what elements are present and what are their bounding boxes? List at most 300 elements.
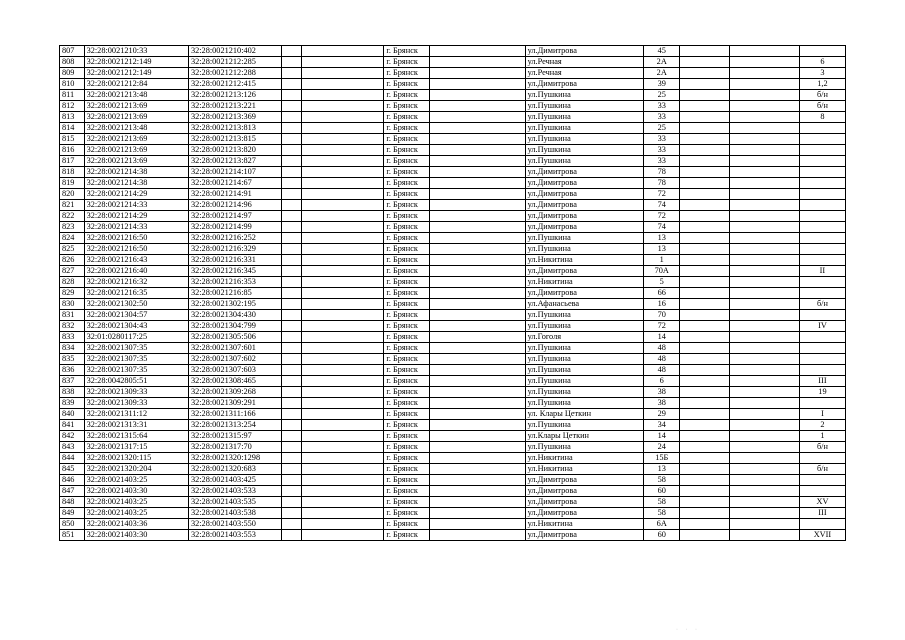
row-number: 851 [60,530,85,541]
house-number: 39 [644,79,680,90]
table-row [60,79,846,90]
premises-number: I [799,409,845,420]
empty-cell [430,530,525,541]
object-cadastral-number: 32:28:0021213:369 [188,112,281,123]
table-row [60,420,846,431]
house-number: 6 [644,376,680,387]
row-number: 828 [60,277,85,288]
land-cadastral-number: 32:28:0021403:25 [84,497,188,508]
empty-cell [680,222,730,233]
street: ул.Димитрова [525,497,644,508]
city: г. Брянск [384,46,430,57]
row-number: 830 [60,299,85,310]
empty-cell [282,453,301,464]
city: г. Брянск [384,519,430,530]
premises-number [799,145,845,156]
empty-cell [730,398,800,409]
empty-cell [730,211,800,222]
empty-cell [680,277,730,288]
object-cadastral-number: 32:28:0021216:85 [188,288,281,299]
table-row [60,255,846,266]
empty-cell [430,442,525,453]
empty-cell [430,244,525,255]
premises-number: III [799,508,845,519]
empty-cell [282,475,301,486]
row-number: 841 [60,420,85,431]
street: ул.Пушкина [525,365,644,376]
table-row [60,486,846,497]
land-cadastral-number: 32:28:0021214:33 [84,200,188,211]
premises-number: XVII [799,530,845,541]
empty-cell [430,420,525,431]
empty-cell [301,244,384,255]
empty-cell [301,233,384,244]
empty-cell [301,255,384,266]
table-row [60,376,846,387]
city: г. Брянск [384,420,430,431]
object-cadastral-number: 32:28:0021213:820 [188,145,281,156]
empty-cell [282,288,301,299]
empty-cell [680,299,730,310]
object-cadastral-number: 32:28:0021311:166 [188,409,281,420]
premises-number [799,167,845,178]
empty-cell [730,464,800,475]
object-cadastral-number: 32:28:0021320:683 [188,464,281,475]
premises-number [799,46,845,57]
empty-cell [430,519,525,530]
land-cadastral-number: 32:28:0021214:29 [84,211,188,222]
city: г. Брянск [384,530,430,541]
empty-cell [430,343,525,354]
empty-cell [680,475,730,486]
city: г. Брянск [384,189,430,200]
empty-cell [301,266,384,277]
house-number: 1 [644,255,680,266]
house-number: 29 [644,409,680,420]
city: г. Брянск [384,343,430,354]
row-number: 834 [60,343,85,354]
house-number: 14 [644,431,680,442]
land-cadastral-number: 32:28:0021214:29 [84,189,188,200]
registry-body [60,46,846,541]
land-cadastral-number: 32:28:0021320:115 [84,453,188,464]
land-cadastral-number: 32:28:0021213:48 [84,123,188,134]
street: ул.Димитрова [525,189,644,200]
table-row [60,519,846,530]
empty-cell [301,453,384,464]
table-row [60,189,846,200]
empty-cell [680,46,730,57]
street: ул.Никитина [525,519,644,530]
empty-cell [680,178,730,189]
table-row [60,343,846,354]
empty-cell [282,376,301,387]
city: г. Брянск [384,288,430,299]
land-cadastral-number: 32:28:0021214:38 [84,167,188,178]
city: г. Брянск [384,431,430,442]
empty-cell [730,497,800,508]
table-row [60,453,846,464]
house-number: 33 [644,112,680,123]
empty-cell [730,79,800,90]
premises-number [799,332,845,343]
empty-cell [730,233,800,244]
table-row [60,145,846,156]
row-number: 818 [60,167,85,178]
street: ул.Пушкина [525,134,644,145]
street: ул.Никитина [525,277,644,288]
empty-cell [730,420,800,431]
row-number: 844 [60,453,85,464]
empty-cell [430,475,525,486]
empty-cell [301,200,384,211]
empty-cell [301,398,384,409]
empty-cell [680,68,730,79]
city: г. Брянск [384,145,430,156]
empty-cell [730,486,800,497]
empty-cell [282,200,301,211]
land-cadastral-number: 32:28:0021307:35 [84,354,188,365]
empty-cell [730,354,800,365]
empty-cell [730,200,800,211]
empty-cell [301,57,384,68]
empty-cell [282,178,301,189]
empty-cell [680,233,730,244]
empty-cell [430,189,525,200]
premises-number: II [799,266,845,277]
empty-cell [680,123,730,134]
empty-cell [301,211,384,222]
table-row [60,464,846,475]
row-number: 827 [60,266,85,277]
object-cadastral-number: 32:28:0021212:415 [188,79,281,90]
empty-cell [730,145,800,156]
empty-cell [282,112,301,123]
empty-cell [301,68,384,79]
object-cadastral-number: 32:28:0021317:70 [188,442,281,453]
street: ул.Пушкина [525,156,644,167]
empty-cell [282,299,301,310]
empty-cell [680,266,730,277]
table-row [60,530,846,541]
empty-cell [282,211,301,222]
premises-number [799,277,845,288]
empty-cell [730,134,800,145]
object-cadastral-number: 32:28:0021307:601 [188,343,281,354]
empty-cell [680,431,730,442]
object-cadastral-number: 32:28:0021308:465 [188,376,281,387]
row-number: 808 [60,57,85,68]
empty-cell [282,156,301,167]
empty-cell [301,486,384,497]
table-row [60,200,846,211]
empty-cell [430,299,525,310]
object-cadastral-number: 32:28:0021216:329 [188,244,281,255]
object-cadastral-number: 32:28:0021214:91 [188,189,281,200]
empty-cell [430,134,525,145]
table-row [60,409,846,420]
object-cadastral-number: 32:28:0021210:402 [188,46,281,57]
land-cadastral-number: 32:28:0021304:43 [84,321,188,332]
empty-cell [301,442,384,453]
object-cadastral-number: 32:28:0021403:535 [188,497,281,508]
empty-cell [430,321,525,332]
city: г. Брянск [384,255,430,266]
house-number: 33 [644,156,680,167]
premises-number [799,365,845,376]
empty-cell [430,310,525,321]
empty-cell [680,530,730,541]
table-row [60,310,846,321]
city: г. Брянск [384,332,430,343]
city: г. Брянск [384,79,430,90]
empty-cell [430,431,525,442]
premises-number [799,156,845,167]
empty-cell [430,354,525,365]
house-number: 34 [644,420,680,431]
house-number: 24 [644,442,680,453]
land-cadastral-number: 32:28:0021311:12 [84,409,188,420]
table-row [60,332,846,343]
house-number: 25 [644,90,680,101]
empty-cell [301,519,384,530]
empty-cell [730,222,800,233]
street: ул.Гоголя [525,332,644,343]
empty-cell [430,57,525,68]
row-number: 809 [60,68,85,79]
premises-number [799,123,845,134]
empty-cell [730,101,800,112]
land-cadastral-number: 32:28:0021214:38 [84,178,188,189]
object-cadastral-number: 32:28:0021216:345 [188,266,281,277]
city: г. Брянск [384,299,430,310]
premises-number: б/н [799,101,845,112]
empty-cell [301,145,384,156]
land-cadastral-number: 32:28:0021212:149 [84,68,188,79]
object-cadastral-number: 32:28:0021216:252 [188,233,281,244]
empty-cell [282,123,301,134]
empty-cell [430,266,525,277]
empty-cell [430,90,525,101]
row-number: 833 [60,332,85,343]
table-row [60,354,846,365]
empty-cell [282,310,301,321]
empty-cell [282,508,301,519]
street: ул.Пушкина [525,90,644,101]
row-number: 843 [60,442,85,453]
object-cadastral-number: 32:28:0021216:331 [188,255,281,266]
house-number: 33 [644,145,680,156]
empty-cell [301,123,384,134]
object-cadastral-number: 32:28:0021213:126 [188,90,281,101]
empty-cell [301,90,384,101]
land-cadastral-number: 32:28:0021403:25 [84,508,188,519]
street: ул.Димитрова [525,530,644,541]
row-number: 815 [60,134,85,145]
premises-number: III [799,376,845,387]
object-cadastral-number: 32:28:0021307:602 [188,354,281,365]
table-row [60,497,846,508]
street: ул.Димитрова [525,288,644,299]
street: ул.Никитина [525,453,644,464]
empty-cell [301,343,384,354]
empty-cell [680,398,730,409]
empty-cell [730,442,800,453]
empty-cell [282,189,301,200]
empty-cell [680,376,730,387]
city: г. Брянск [384,134,430,145]
land-cadastral-number: 32:28:0021213:69 [84,145,188,156]
empty-cell [430,211,525,222]
house-number: 38 [644,398,680,409]
street: ул.Афанасьева [525,299,644,310]
empty-cell [730,299,800,310]
empty-cell [730,68,800,79]
city: г. Брянск [384,112,430,123]
empty-cell [430,376,525,387]
street: ул.Речная [525,68,644,79]
empty-cell [301,354,384,365]
table-row [60,244,846,255]
street: ул.Димитрова [525,167,644,178]
empty-cell [282,431,301,442]
house-number: 74 [644,200,680,211]
empty-cell [282,442,301,453]
empty-cell [301,101,384,112]
land-cadastral-number: 32:28:0021307:35 [84,343,188,354]
street: ул.Пушкина [525,398,644,409]
object-cadastral-number: 32:28:0021309:291 [188,398,281,409]
house-number: 70А [644,266,680,277]
table-row [60,508,846,519]
empty-cell [282,387,301,398]
empty-cell [301,321,384,332]
street: ул.Димитрова [525,200,644,211]
city: г. Брянск [384,123,430,134]
premises-number [799,244,845,255]
empty-cell [730,266,800,277]
land-cadastral-number: 32:28:0021210:33 [84,46,188,57]
empty-cell [680,343,730,354]
street: ул.Пушкина [525,321,644,332]
empty-cell [301,134,384,145]
row-number: 837 [60,376,85,387]
land-cadastral-number: 32:28:0021214:33 [84,222,188,233]
empty-cell [680,321,730,332]
object-cadastral-number: 32:28:0021320:1298 [188,453,281,464]
empty-cell [430,233,525,244]
table-row [60,431,846,442]
empty-cell [730,519,800,530]
empty-cell [680,508,730,519]
row-number: 832 [60,321,85,332]
table-row [60,112,846,123]
street: ул.Никитина [525,464,644,475]
table-row [60,134,846,145]
object-cadastral-number: 32:28:0021214:67 [188,178,281,189]
row-number: 816 [60,145,85,156]
empty-cell [680,90,730,101]
city: г. Брянск [384,387,430,398]
street: ул.Пушкина [525,354,644,365]
premises-number [799,354,845,365]
street: ул.Пушкина [525,343,644,354]
city: г. Брянск [384,266,430,277]
row-number: 836 [60,365,85,376]
street: ул.Пушкина [525,123,644,134]
house-number: 72 [644,189,680,200]
empty-cell [430,145,525,156]
empty-cell [680,57,730,68]
city: г. Брянск [384,200,430,211]
empty-cell [430,112,525,123]
house-number: 25 [644,123,680,134]
object-cadastral-number: 32:28:0021403:425 [188,475,281,486]
land-cadastral-number: 32:28:0021216:43 [84,255,188,266]
object-cadastral-number: 32:28:0021213:827 [188,156,281,167]
empty-cell [730,453,800,464]
empty-cell [282,497,301,508]
city: г. Брянск [384,178,430,189]
land-cadastral-number: 32:28:0042805:51 [84,376,188,387]
city: г. Брянск [384,453,430,464]
premises-number [799,178,845,189]
empty-cell [730,57,800,68]
city: г. Брянск [384,442,430,453]
empty-cell [282,464,301,475]
land-cadastral-number: 32:28:0021307:35 [84,365,188,376]
premises-number [799,222,845,233]
city: г. Брянск [384,376,430,387]
row-number: 831 [60,310,85,321]
street: ул.Пушкина [525,101,644,112]
empty-cell [301,464,384,475]
city: г. Брянск [384,409,430,420]
land-cadastral-number: 32:28:0021403:25 [84,475,188,486]
house-number: 48 [644,354,680,365]
empty-cell [430,387,525,398]
empty-cell [301,178,384,189]
row-number: 814 [60,123,85,134]
land-cadastral-number: 32:28:0021309:33 [84,398,188,409]
empty-cell [680,354,730,365]
street: ул.Речная [525,57,644,68]
object-cadastral-number: 32:28:0021213:221 [188,101,281,112]
empty-cell [680,244,730,255]
empty-cell [730,376,800,387]
empty-cell [430,101,525,112]
premises-number [799,255,845,266]
city: г. Брянск [384,156,430,167]
empty-cell [680,79,730,90]
empty-cell [282,321,301,332]
house-number: 66 [644,288,680,299]
object-cadastral-number: 32:28:0021307:603 [188,365,281,376]
empty-cell [430,156,525,167]
row-number: 821 [60,200,85,211]
empty-cell [301,222,384,233]
table-row [60,46,846,57]
table-row [60,266,846,277]
empty-cell [301,420,384,431]
street: ул.Пушкина [525,244,644,255]
empty-cell [680,156,730,167]
house-number: 78 [644,167,680,178]
object-cadastral-number: 32:28:0021403:538 [188,508,281,519]
empty-cell [730,46,800,57]
row-number: 813 [60,112,85,123]
empty-cell [680,442,730,453]
